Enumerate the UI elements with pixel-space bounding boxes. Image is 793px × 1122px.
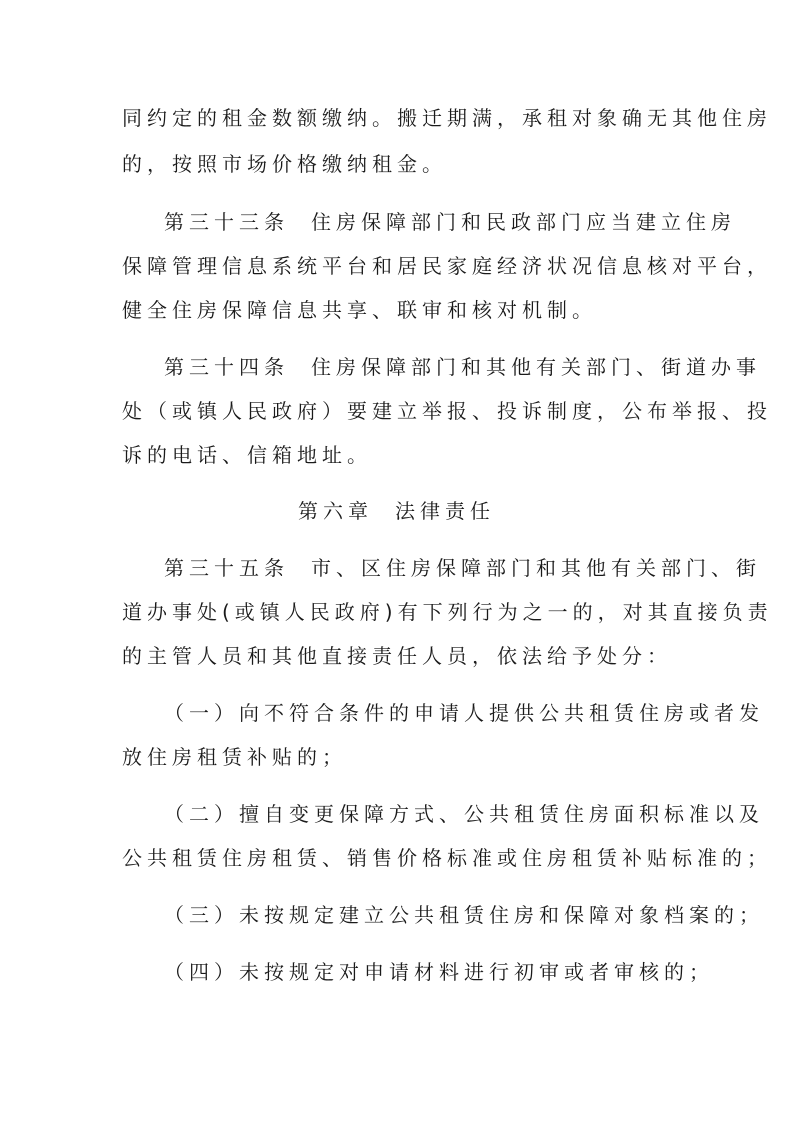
paragraph-line: 道办事处(或镇人民政府)有下列行为之一的，对其直接负责 [122,600,773,624]
chapter-title: 法律责任 [395,499,495,523]
article-text: 市、区住房保障部门和其他有关部门、街 [311,556,761,580]
paragraph-line: 诉的电话、信箱地址。 [122,443,372,467]
chapter-heading [0,499,793,523]
paragraph-line: 同约定的租金数额缴纳。搬迁期满，承租对象确无其他住房 [122,106,772,130]
article-34-line [164,355,793,379]
article-text: 住房保障部门和民政部门应当建立住房 [311,210,736,234]
paragraph-line: 处（或镇人民政府）要建立举报、投诉制度，公布举报、投 [122,399,772,423]
paragraph-line: 健全住房保障信息共享、联审和核对机制。 [122,298,597,322]
list-item-2-line: （二）擅自变更保障方式、公共租赁住房面积标准以及 [164,802,764,826]
paragraph-line: 的，按照市场价格缴纳租金。 [122,152,447,176]
chapter-number: 第六章 [298,499,373,523]
list-item-1-line: 放住房租赁补贴的； [122,745,347,769]
article-number: 第三十三条 [164,210,289,234]
article-33-line [164,210,793,234]
list-item-2-line: 公共租赁住房租赁、销售价格标准或住房租赁补贴标准的； [122,846,772,870]
paragraph-line: 的主管人员和其他直接责任人员，依法给予处分： [122,644,672,668]
article-35-line [164,556,793,580]
list-item-3-line: （三）未按规定建立公共租赁住房和保障对象档案的； [164,903,764,927]
paragraph-line: 保障管理信息系统平台和居民家庭经济状况信息核对平台， [122,254,772,278]
article-number: 第三十五条 [164,556,289,580]
list-item-1-line: （一）向不符合条件的申请人提供公共租赁住房或者发 [164,701,764,725]
list-item-4-line: （四）未按规定对申请材料进行初审或者审核的； [164,960,714,984]
article-number: 第三十四条 [164,355,289,379]
article-text: 住房保障部门和其他有关部门、街道办事 [311,355,761,379]
